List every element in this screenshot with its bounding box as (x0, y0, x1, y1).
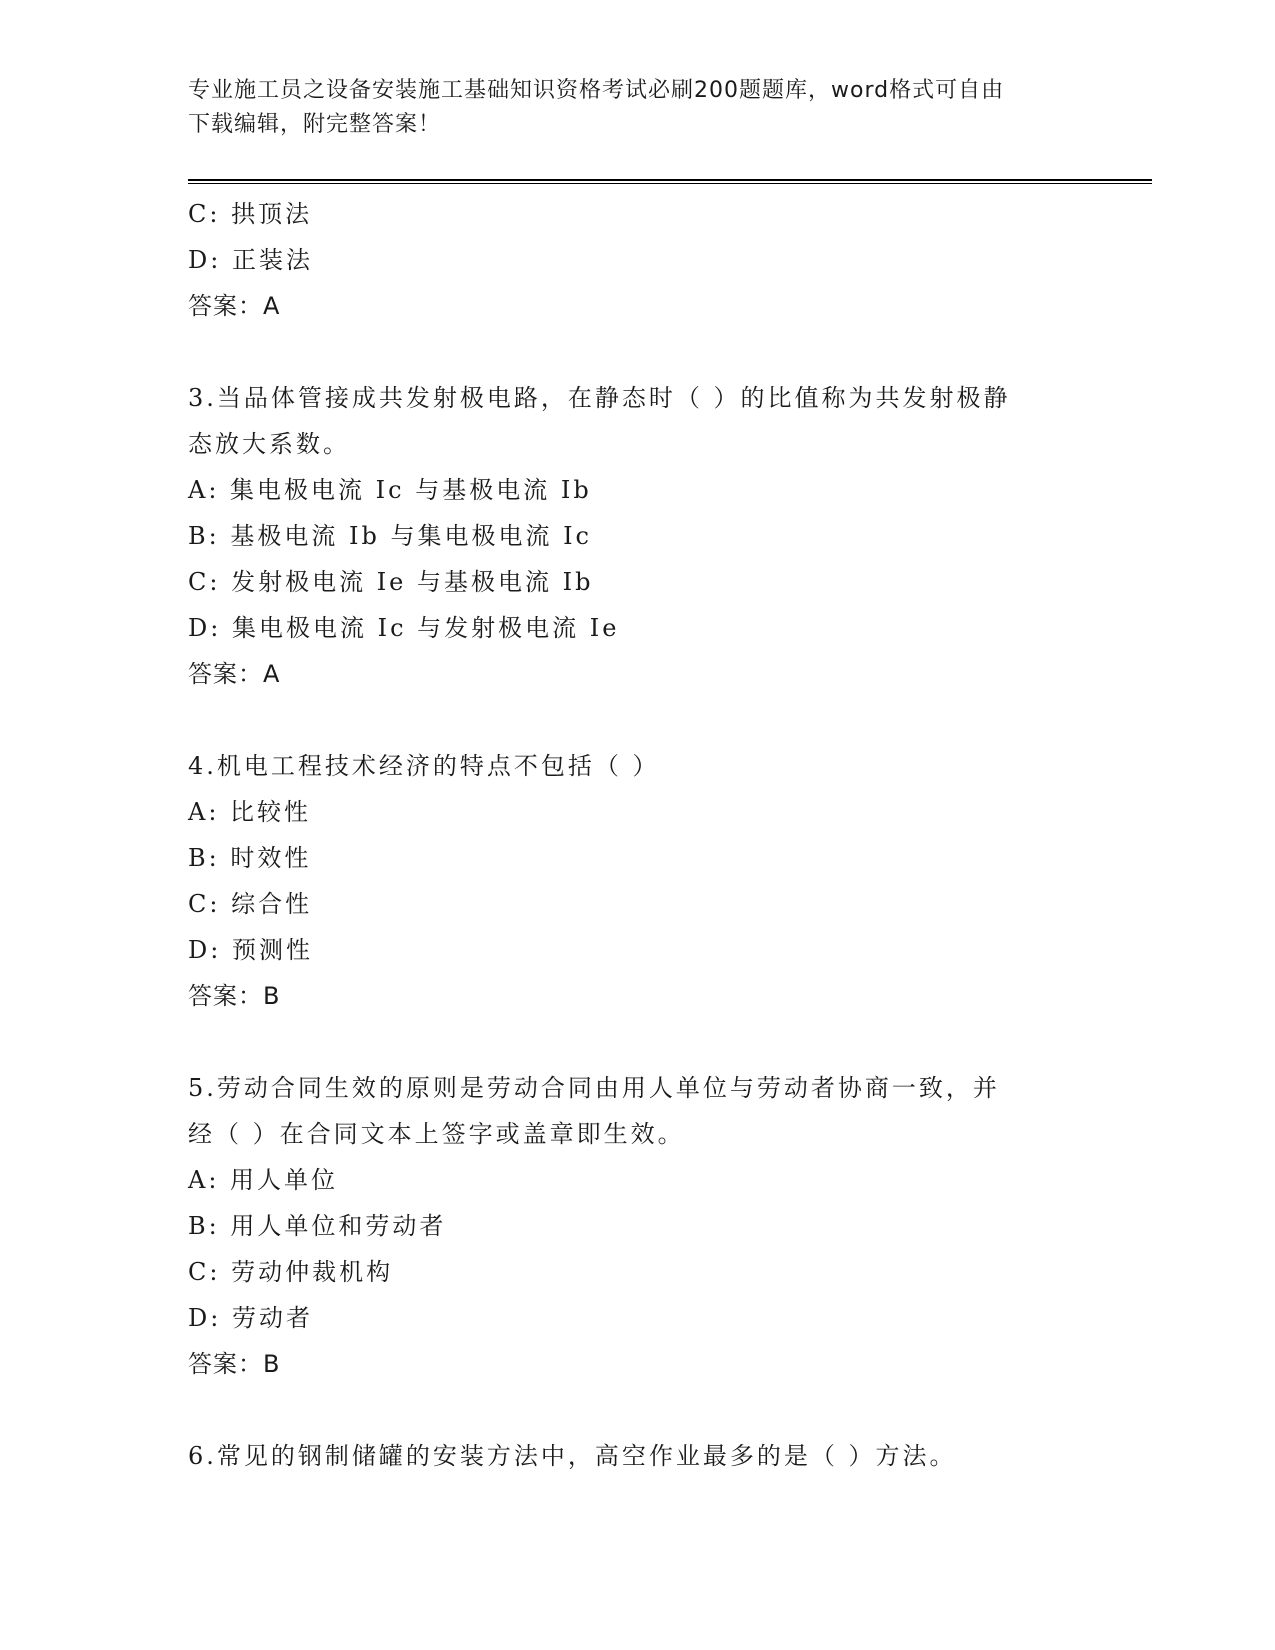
option-text: D: 正装法 (188, 246, 313, 274)
option-text: A: 比较性 (188, 798, 312, 826)
option-text: B: 时效性 (188, 844, 312, 872)
answer-text: 答案：A (188, 660, 281, 688)
option-text: A: 集电极电流 Ic 与基极电流 Ib (188, 476, 592, 504)
block-spacer (188, 329, 1088, 375)
question-block (188, 743, 1088, 1065)
option-text: C: 发射极电流 Ie 与基极电流 Ib (188, 568, 594, 596)
option-text: B: 基极电流 Ib 与集电极电流 Ic (188, 522, 593, 550)
question-block (188, 191, 1088, 375)
question-text: 态放大系数。 (188, 430, 350, 458)
question-block (188, 1065, 1088, 1433)
answer-text: 答案：B (188, 982, 281, 1010)
block-spacer (188, 1019, 1088, 1065)
document-header (188, 74, 1088, 142)
question-text: 4.机电工程技术经济的特点不包括（ ） (188, 752, 660, 780)
option-text: A: 用人单位 (188, 1166, 339, 1194)
option-text: B: 用人单位和劳动者 (188, 1212, 447, 1240)
block-spacer (188, 697, 1088, 743)
option-text: C: 劳动仲裁机构 (188, 1258, 394, 1286)
question-block (188, 1433, 1088, 1479)
header-divider-thick (188, 179, 1152, 181)
question-text: 6.常见的钢制储罐的安装方法中，高空作业最多的是（ ）方法。 (188, 1442, 957, 1470)
question-list (188, 191, 1088, 1479)
answer-text: 答案：A (188, 292, 281, 320)
question-text: 3.当品体管接成共发射极电路，在静态时（ ）的比值称为共发射极静 (188, 384, 1011, 412)
answer-text: 答案：B (188, 1350, 281, 1378)
block-spacer (188, 1387, 1088, 1433)
option-text: C: 综合性 (188, 890, 313, 918)
question-text: 经（ ）在合同文本上签字或盖章即生效。 (188, 1120, 685, 1148)
header-divider-thin (188, 183, 1152, 184)
option-text: D: 劳动者 (188, 1304, 313, 1332)
option-text: D: 预测性 (188, 936, 313, 964)
question-text: 5.劳动合同生效的原则是劳动合同由用人单位与劳动者协商一致，并 (188, 1074, 1000, 1102)
option-text: C: 拱顶法 (188, 200, 313, 228)
header-line-1: 专业施工员之设备安装施工基础知识资格考试必刷200题题库，word格式可自由 (188, 78, 1005, 103)
option-text: D: 集电极电流 Ic 与发射极电流 Ie (188, 614, 620, 642)
question-block (188, 375, 1088, 743)
header-line-2: 下载编辑，附完整答案！ (188, 112, 442, 137)
